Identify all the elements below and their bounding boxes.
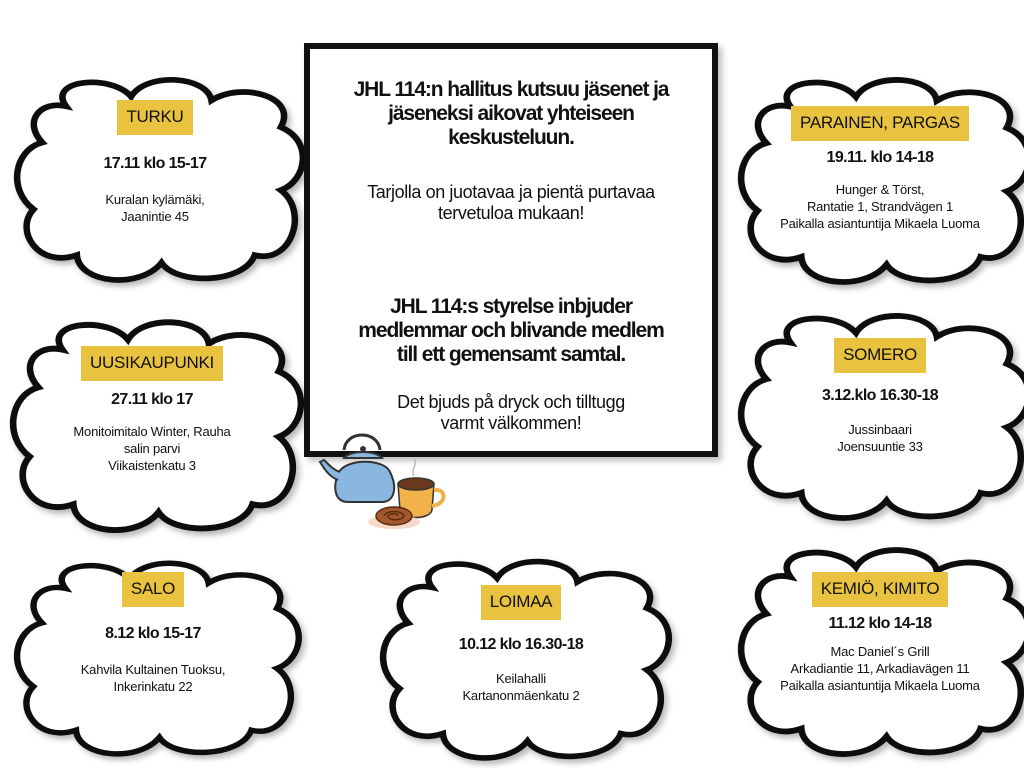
event-date: 8.12 klo 15-17	[105, 624, 201, 642]
event-card-somero	[738, 304, 1022, 516]
event-card-salo	[14, 552, 292, 752]
invitation-text-fi: Tarjolla on juotavaa ja pientä purtavaa tervetuloa mukaan!	[367, 182, 655, 223]
event-address: Keilahalli Kartanonmäenkatu 2	[462, 670, 580, 703]
invitation-box	[304, 43, 718, 457]
event-date: 11.12 klo 14-18	[828, 614, 932, 632]
event-address: Kuralan kylämäki, Jaanintie 45	[105, 191, 205, 224]
teapot-cup-cinnamon-bun-icon	[318, 428, 458, 538]
event-address: Mac Daniel´s Grill Arkadiantie 11, Arkadiavägen 11 Paikalla asiantuntija Mikaela Luoma	[780, 643, 980, 693]
city-tag: KEMIÖ, KIMITO	[812, 572, 949, 607]
event-card-turku	[14, 68, 296, 278]
event-date: 27.11 klo 17	[111, 390, 193, 408]
invitation-heading-sv: JHL 114:s styrelse inbjuder medlemmar och blivande medlem till ett gemensamt samtal.	[358, 295, 664, 366]
event-date: 19.11. klo 14-18	[826, 148, 934, 166]
event-address: Jussinbaari Joensuuntie 33	[837, 421, 923, 454]
city-tag: PARAINEN, PARGAS	[791, 106, 969, 141]
event-card-kemio	[738, 538, 1022, 752]
city-tag: LOIMAA	[481, 585, 561, 620]
event-card-parainen	[738, 68, 1022, 280]
city-tag: UUSIKAUPUNKI	[81, 346, 223, 381]
city-tag: SALO	[122, 572, 184, 607]
event-card-uusikaupunki	[10, 310, 294, 528]
event-card-loimaa	[380, 550, 662, 756]
invitation-heading-fi: JHL 114:n hallitus kutsuu jäsenet ja jäseneksi aikovat yhteiseen keskusteluun.	[353, 78, 669, 149]
event-address: Kahvila Kultainen Tuoksu, Inkerinkatu 22	[80, 661, 226, 694]
event-date: 10.12 klo 16.30-18	[458, 635, 584, 653]
city-tag: TURKU	[117, 100, 192, 135]
event-address: Hunger & Törst, Rantatie 1, Strandvägen 1 Paikalla asiantuntija Mikaela Luoma	[780, 181, 980, 231]
event-address: Monitoimitalo Winter, Rauha salin parvi Viikaistenkatu 3	[73, 423, 231, 473]
invitation-text-sv: Det bjuds på dryck och tilltugg varmt välkommen!	[397, 392, 625, 433]
event-date: 3.12.klo 16.30-18	[821, 386, 939, 404]
city-tag: SOMERO	[834, 338, 926, 373]
event-date: 17.11 klo 15-17	[103, 154, 207, 172]
